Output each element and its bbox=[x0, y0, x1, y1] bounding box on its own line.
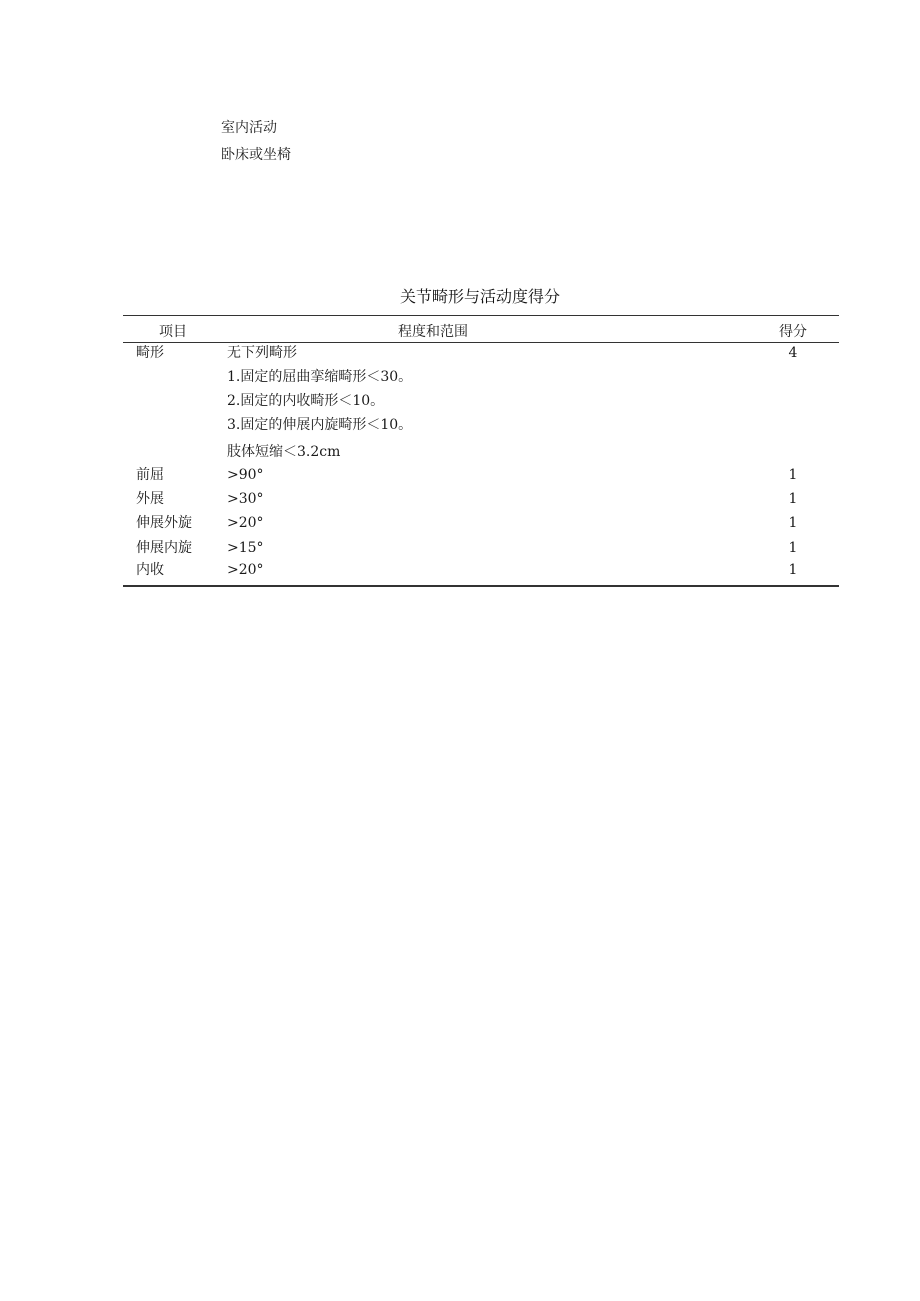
activity-item-bedridden: 卧床或坐椅 bbox=[221, 147, 291, 163]
header-score: 得分 bbox=[779, 324, 807, 340]
row-item-label: 外展 bbox=[136, 491, 164, 507]
table-title: 关节畸形与活动度得分 bbox=[399, 287, 560, 306]
table-bottom-rule bbox=[123, 585, 839, 587]
deformity-line: 2.固定的内收畸形＜10。 bbox=[227, 393, 385, 409]
header-range: 程度和范围 bbox=[398, 324, 468, 340]
row-item-label: 伸展内旋 bbox=[136, 540, 192, 556]
row-score: 1 bbox=[788, 540, 798, 556]
table-top-rule bbox=[123, 315, 839, 316]
deformity-line: 3.固定的伸展内旋畸形＜10。 bbox=[227, 417, 413, 433]
row-score: 1 bbox=[788, 562, 798, 578]
row-range: >20° bbox=[227, 515, 264, 531]
row-range: >20° bbox=[227, 562, 264, 578]
row-item-label: 伸展外旋 bbox=[136, 515, 192, 531]
row-score: 1 bbox=[788, 467, 798, 483]
row-range: >30° bbox=[227, 491, 264, 507]
row-score: 4 bbox=[788, 345, 798, 361]
deformity-line: 1.固定的屈曲挛缩畸形＜30。 bbox=[227, 369, 413, 385]
row-item-label: 内收 bbox=[136, 562, 164, 578]
row-score: 1 bbox=[788, 491, 798, 507]
row-range: >90° bbox=[227, 467, 264, 483]
table-header-rule bbox=[123, 342, 839, 343]
row-score: 1 bbox=[788, 515, 798, 531]
row-item-label: 畸形 bbox=[136, 345, 164, 361]
deformity-line: 肢体短缩＜3.2cm bbox=[227, 444, 341, 460]
row-item-label: 前屈 bbox=[136, 467, 164, 483]
row-range: >15° bbox=[227, 540, 264, 556]
header-item: 项目 bbox=[159, 324, 187, 340]
activity-item-indoor: 室内活动 bbox=[221, 120, 277, 136]
deformity-line: 无下列畸形 bbox=[227, 345, 297, 361]
